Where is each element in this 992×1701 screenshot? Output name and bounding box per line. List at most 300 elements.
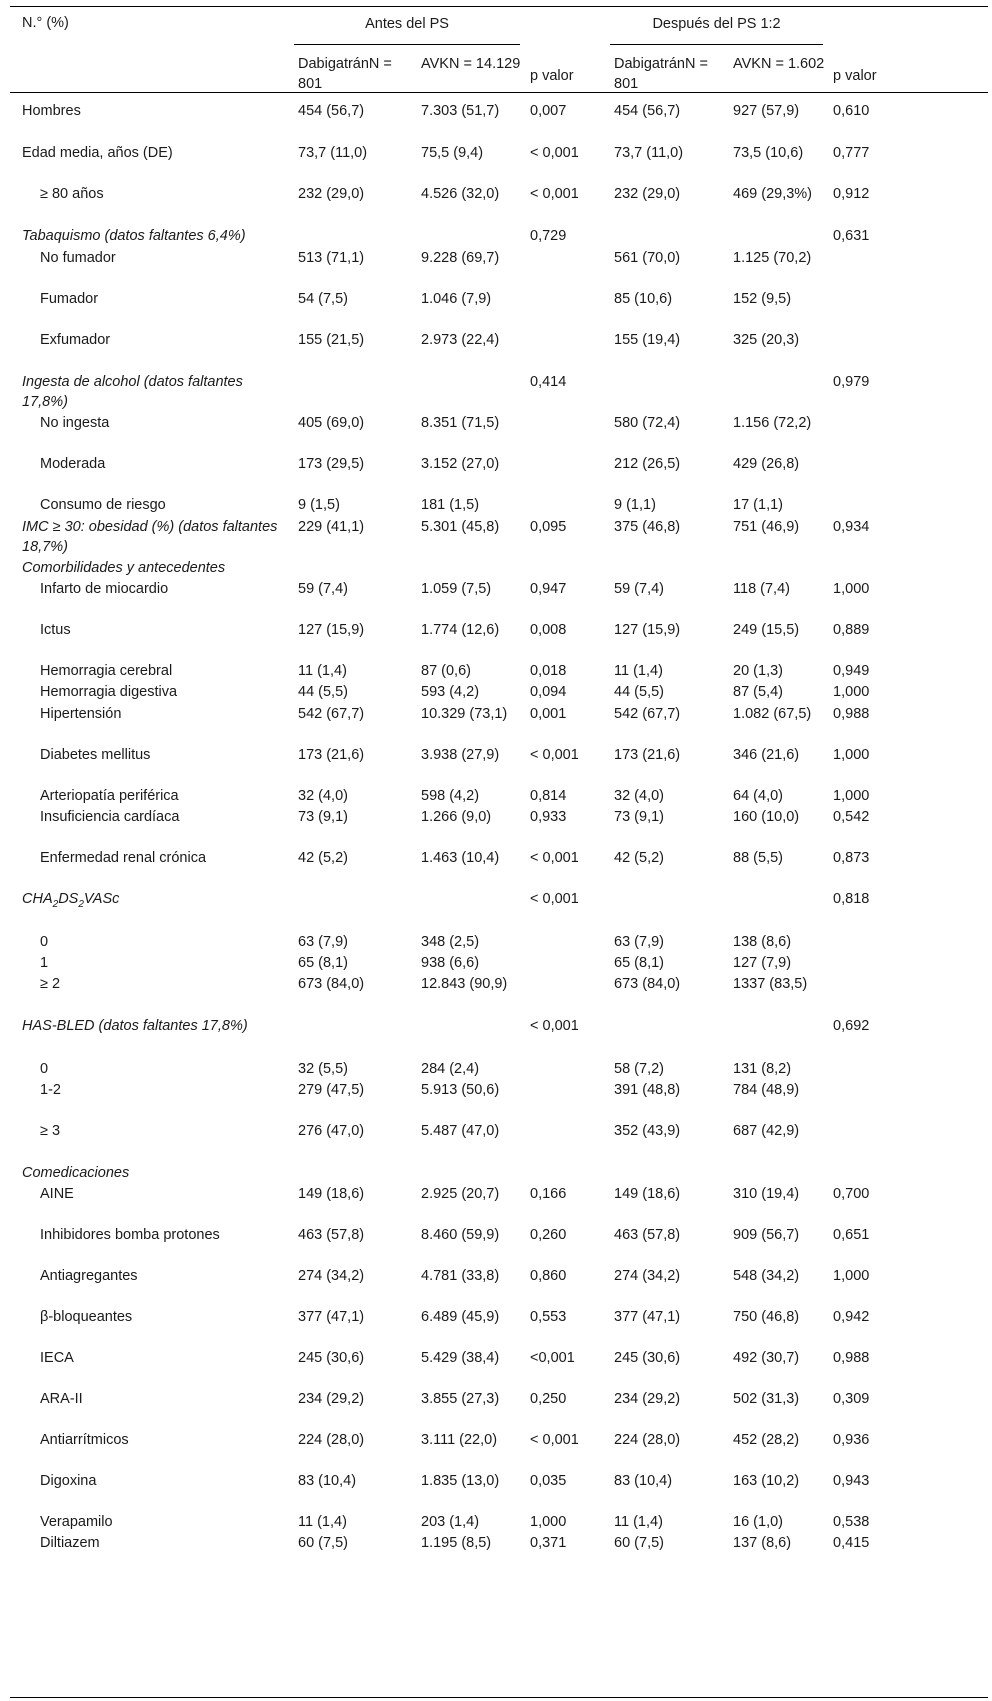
avkn-before: 284 (2,4) <box>421 1061 480 1077</box>
dabigatran-after: 274 (34,2) <box>614 1268 681 1284</box>
table-row <box>10 289 988 330</box>
p-value-after <box>829 1080 988 1121</box>
avkn-after: 927 (57,9) <box>733 103 800 119</box>
dabigatran-after <box>610 1163 729 1184</box>
table-row <box>10 1059 988 1080</box>
row-label: ARA-II <box>40 1391 83 1407</box>
dabigatran-before: 245 (30,6) <box>298 1350 365 1366</box>
avkn-before <box>417 1016 526 1059</box>
table-row <box>10 184 988 226</box>
dabigatran-before: 32 (4,0) <box>298 788 348 804</box>
row-label: ≥ 80 años <box>40 186 104 202</box>
row-label: IECA <box>40 1350 74 1366</box>
avkn-before: 7.303 (51,7) <box>421 103 500 119</box>
p-value-after: 0,631 <box>833 228 870 244</box>
row-label: Antiagregantes <box>40 1268 138 1284</box>
p-value-before: 0,008 <box>530 622 567 638</box>
dabigatran-after: 32 (4,0) <box>614 788 664 804</box>
table-row <box>10 848 988 889</box>
dabigatran-after: 58 (7,2) <box>614 1061 664 1077</box>
dabigatran-before <box>294 1016 417 1059</box>
p-value-after <box>829 248 988 289</box>
p-value-after: 0,651 <box>833 1227 870 1243</box>
dabigatran-before: 60 (7,5) <box>298 1535 348 1551</box>
avkn-after: 17 (1,1) <box>733 497 783 513</box>
row-label: 1 <box>40 955 49 971</box>
avkn-after: 310 (19,4) <box>733 1186 800 1202</box>
dabigatran-after: 463 (57,8) <box>614 1227 681 1243</box>
avkn-before: 203 (1,4) <box>421 1514 480 1530</box>
dabigatran-before <box>294 1163 417 1184</box>
table-row <box>10 1016 988 1059</box>
avkn-after: 138 (8,6) <box>733 934 792 950</box>
avkn-after <box>729 372 829 413</box>
p-value-before <box>526 454 610 495</box>
row-label: Exfumador <box>40 332 111 348</box>
dabigatran-after: 65 (8,1) <box>614 955 664 971</box>
avkn-before: 938 (6,6) <box>421 955 480 971</box>
avkn-before: 3.938 (27,9) <box>421 747 500 763</box>
p-value-before: 0,553 <box>530 1309 567 1325</box>
dabigatran-after: 234 (29,2) <box>614 1391 681 1407</box>
p-value-after: 1,000 <box>833 581 870 597</box>
row-label: No ingesta <box>40 415 110 431</box>
avkn-after: 1.082 (67,5) <box>733 706 812 722</box>
table-row <box>10 1184 988 1225</box>
dabigatran-after <box>610 372 729 413</box>
p-value-before: 0,814 <box>530 788 567 804</box>
avkn-after: 127 (7,9) <box>733 955 792 971</box>
avkn-before: 9.228 (69,7) <box>421 250 500 266</box>
dabigatran-before: 42 (5,2) <box>298 850 348 866</box>
p-value-after <box>829 454 988 495</box>
p-value-after: 0,988 <box>833 706 870 722</box>
avkn-after: 137 (8,6) <box>733 1535 792 1551</box>
p-value-after: 0,415 <box>833 1535 870 1551</box>
avkn-after: 429 (26,8) <box>733 456 800 472</box>
row-label: Arteriopatía periférica <box>40 788 179 804</box>
p-value-before: 0,018 <box>530 663 567 679</box>
dabigatran-before: 279 (47,5) <box>298 1082 365 1098</box>
avkn-after: 750 (46,8) <box>733 1309 800 1325</box>
avkn-after: 87 (5,4) <box>733 684 783 700</box>
avkn-before <box>417 226 526 248</box>
row-label: AINE <box>40 1186 74 1202</box>
dabigatran-after: 391 (48,8) <box>614 1082 681 1098</box>
dabigatran-before: 44 (5,5) <box>298 684 348 700</box>
table-row <box>10 1225 988 1266</box>
dabigatran-after: 377 (47,1) <box>614 1309 681 1325</box>
row-label: Inhibidores bomba protones <box>40 1227 220 1243</box>
avkn-after: 163 (10,2) <box>733 1473 800 1489</box>
p-value-before: 0,414 <box>530 374 567 390</box>
row-label: ≥ 2 <box>40 976 61 992</box>
p-value-before: < 0,001 <box>530 850 579 866</box>
row-label: ≥ 3 <box>40 1123 61 1139</box>
header-row-groups <box>10 6 988 51</box>
avkn-before: 6.489 (45,9) <box>421 1309 500 1325</box>
row-label: Hombres <box>22 103 81 119</box>
row-label: 1-2 <box>40 1082 61 1098</box>
avkn-after <box>729 558 829 579</box>
table-row <box>10 1430 988 1471</box>
row-label: Consumo de riesgo <box>40 497 166 513</box>
table-row <box>10 745 988 786</box>
dabigatran-before: 11 (1,4) <box>298 1514 347 1530</box>
table-row <box>10 1512 988 1533</box>
dabigatran-before: 276 (47,0) <box>298 1123 365 1139</box>
row-label: Enfermedad renal crónica <box>40 850 207 866</box>
p-value-after: 0,934 <box>833 519 870 535</box>
p-value-after: 1,000 <box>833 1268 870 1284</box>
avkn-before: 3.152 (27,0) <box>421 456 500 472</box>
avkn-before: 1.774 (12,6) <box>421 622 500 638</box>
table-row <box>10 517 988 558</box>
p-value-after: 0,889 <box>833 622 870 638</box>
avkn-after: 452 (28,2) <box>733 1432 800 1448</box>
avkn-before: 1.463 (10,4) <box>421 850 500 866</box>
dabigatran-after: 542 (67,7) <box>614 706 681 722</box>
dabigatran-before: 11 (1,4) <box>298 663 347 679</box>
avkn-before: 2.973 (22,4) <box>421 332 500 348</box>
p-value-before <box>526 558 610 579</box>
header-dabigatran-after: DabigatránN = 801 <box>614 56 708 92</box>
table-row <box>10 807 988 848</box>
dabigatran-after: 212 (26,5) <box>614 456 681 472</box>
p-value-before: 0,094 <box>530 684 567 700</box>
avkn-after: 1.125 (70,2) <box>733 250 812 266</box>
dabigatran-before: 127 (15,9) <box>298 622 365 638</box>
row-label: Digoxina <box>40 1473 97 1489</box>
p-value-after: 0,700 <box>833 1186 870 1202</box>
avkn-before: 3.111 (22,0) <box>421 1432 498 1448</box>
avkn-before: 348 (2,5) <box>421 934 480 950</box>
dabigatran-before <box>294 889 417 932</box>
dabigatran-after: 11 (1,4) <box>614 1514 663 1530</box>
table-row <box>10 682 988 704</box>
header-p-before: p valor <box>530 68 574 84</box>
row-label: Ingesta de alcohol (datos faltantes 17,8%) <box>22 374 243 410</box>
avkn-after: 20 (1,3) <box>733 663 783 679</box>
row-label: Moderada <box>40 456 106 472</box>
row-label: Comorbilidades y antecedentes <box>22 560 226 576</box>
row-label: Edad media, años (DE) <box>22 145 173 161</box>
p-value-after <box>829 1163 988 1184</box>
dabigatran-before: 673 (84,0) <box>298 976 365 992</box>
p-value-after <box>829 1059 988 1080</box>
dabigatran-before: 542 (67,7) <box>298 706 365 722</box>
row-label: HAS-BLED (datos faltantes 17,8%) <box>22 1018 248 1034</box>
avkn-after: 909 (56,7) <box>733 1227 800 1243</box>
p-value-after <box>829 495 988 517</box>
dabigatran-after: 44 (5,5) <box>614 684 664 700</box>
data-table <box>10 6 988 1574</box>
avkn-after: 73,5 (10,6) <box>733 145 804 161</box>
dabigatran-after: 63 (7,9) <box>614 934 664 950</box>
p-value-before: 0,947 <box>530 581 567 597</box>
table-row <box>10 248 988 289</box>
p-value-after: 0,777 <box>833 145 870 161</box>
dabigatran-after: 454 (56,7) <box>614 103 681 119</box>
avkn-after: 16 (1,0) <box>733 1514 783 1530</box>
p-value-before <box>526 330 610 372</box>
dabigatran-after: 224 (28,0) <box>614 1432 681 1448</box>
table-row <box>10 786 988 807</box>
dabigatran-before: 454 (56,7) <box>298 103 365 119</box>
table-row <box>10 889 988 932</box>
dabigatran-before <box>294 372 417 413</box>
avkn-before: 2.925 (20,7) <box>421 1186 500 1202</box>
p-value-after <box>829 558 988 579</box>
avkn-before: 8.460 (59,9) <box>421 1227 500 1243</box>
avkn-after: 64 (4,0) <box>733 788 783 804</box>
dabigatran-before: 73,7 (11,0) <box>298 145 368 161</box>
avkn-after: 687 (42,9) <box>733 1123 800 1139</box>
dabigatran-before: 405 (69,0) <box>298 415 365 431</box>
table-row <box>10 953 988 974</box>
row-label: No fumador <box>40 250 116 266</box>
dabigatran-after: 60 (7,5) <box>614 1535 664 1551</box>
header-row-label: N.° (%) <box>22 15 69 31</box>
p-value-before <box>526 495 610 517</box>
p-value-after: 0,692 <box>833 1018 870 1034</box>
p-value-before: 0,095 <box>530 519 567 535</box>
avkn-after: 784 (48,9) <box>733 1082 800 1098</box>
dabigatran-before: 63 (7,9) <box>298 934 348 950</box>
p-value-after: 1,000 <box>833 747 870 763</box>
p-value-before: 0,007 <box>530 103 567 119</box>
header-dabigatran-before: DabigatránN = 801 <box>298 56 392 92</box>
p-value-before <box>526 289 610 330</box>
avkn-before: 1.266 (9,0) <box>421 809 492 825</box>
p-value-after: 0,949 <box>833 663 870 679</box>
p-value-after: 0,873 <box>833 850 870 866</box>
row-label: 0 <box>40 1061 49 1077</box>
row-label: Comedicaciones <box>22 1165 130 1181</box>
table-row <box>10 1080 988 1121</box>
table-row <box>10 1266 988 1307</box>
dabigatran-after: 155 (19,4) <box>614 332 681 348</box>
header-avkn-after: AVKN = 1.602 <box>733 56 825 72</box>
row-label: Verapamilo <box>40 1514 113 1530</box>
dabigatran-before: 234 (29,2) <box>298 1391 365 1407</box>
dabigatran-before: 9 (1,5) <box>298 497 340 513</box>
dabigatran-before: 232 (29,0) <box>298 186 365 202</box>
avkn-after <box>729 1163 829 1184</box>
avkn-after: 88 (5,5) <box>733 850 783 866</box>
avkn-after: 160 (10,0) <box>733 809 800 825</box>
dabigatran-after: 580 (72,4) <box>614 415 681 431</box>
table-row <box>10 413 988 454</box>
dabigatran-before: 463 (57,8) <box>298 1227 365 1243</box>
row-label: IMC ≥ 30: obesidad (%) (datos faltantes 18,7%) <box>22 519 278 555</box>
avkn-before: 12.843 (90,9) <box>421 976 508 992</box>
avkn-after: 492 (30,7) <box>733 1350 800 1366</box>
table-row <box>10 620 988 661</box>
table-row <box>10 704 988 745</box>
dabigatran-after: 11 (1,4) <box>614 663 663 679</box>
avkn-after: 131 (8,2) <box>733 1061 792 1077</box>
dabigatran-after: 59 (7,4) <box>614 581 664 597</box>
p-value-before: 0,860 <box>530 1268 567 1284</box>
p-value-after: 0,538 <box>833 1514 870 1530</box>
table-row <box>10 101 988 143</box>
table-row <box>10 1163 988 1184</box>
dabigatran-before: 32 (5,5) <box>298 1061 348 1077</box>
avkn-after: 249 (15,5) <box>733 622 800 638</box>
header-group-after: Después del PS 1:2 <box>610 6 829 51</box>
dabigatran-after: 561 (70,0) <box>614 250 681 266</box>
avkn-before: 593 (4,2) <box>421 684 480 700</box>
dabigatran-after <box>610 558 729 579</box>
dabigatran-before: 155 (21,5) <box>298 332 365 348</box>
table-body <box>10 101 988 1574</box>
table-row <box>10 372 988 413</box>
row-label: Hipertensión <box>40 706 122 722</box>
row-label: Antiarrítmicos <box>40 1432 129 1448</box>
avkn-after <box>729 889 829 932</box>
dabigatran-before: 173 (21,6) <box>298 747 365 763</box>
p-value-after <box>829 974 988 1016</box>
header-avkn-before: AVKN = 14.129 <box>421 56 521 72</box>
dabigatran-before <box>294 558 417 579</box>
avkn-before <box>417 372 526 413</box>
table-row <box>10 454 988 495</box>
avkn-before: 1.046 (7,9) <box>421 291 492 307</box>
p-value-after <box>829 953 988 974</box>
p-value-after: 0,943 <box>833 1473 870 1489</box>
p-value-before <box>526 974 610 1016</box>
dabigatran-after: 73,7 (11,0) <box>614 145 684 161</box>
avkn-after: 346 (21,6) <box>733 747 800 763</box>
avkn-after <box>729 1016 829 1059</box>
table-row <box>10 974 988 1016</box>
p-value-before: 0,035 <box>530 1473 567 1489</box>
header-row-columns <box>10 51 988 101</box>
p-value-before: < 0,001 <box>530 186 579 202</box>
avkn-before: 1.835 (13,0) <box>421 1473 500 1489</box>
row-label: 0 <box>40 934 49 950</box>
avkn-before <box>417 889 526 932</box>
dabigatran-after: 149 (18,6) <box>614 1186 681 1202</box>
avkn-before: 181 (1,5) <box>421 497 480 513</box>
table-row <box>10 330 988 372</box>
dabigatran-after: 42 (5,2) <box>614 850 664 866</box>
dabigatran-after: 173 (21,6) <box>614 747 681 763</box>
table-row <box>10 495 988 517</box>
avkn-after: 469 (29,3%) <box>733 186 813 202</box>
header-p-after: p valor <box>833 68 877 84</box>
dabigatran-before: 274 (34,2) <box>298 1268 365 1284</box>
avkn-before: 87 (0,6) <box>421 663 471 679</box>
table-row <box>10 226 988 248</box>
dabigatran-before: 73 (9,1) <box>298 809 348 825</box>
avkn-before: 4.781 (33,8) <box>421 1268 500 1284</box>
p-value-after <box>829 330 988 372</box>
avkn-after: 548 (34,2) <box>733 1268 800 1284</box>
p-value-before <box>526 1059 610 1080</box>
p-value-after: 0,610 <box>833 103 870 119</box>
p-value-after <box>829 413 988 454</box>
dabigatran-after: 375 (46,8) <box>614 519 681 535</box>
dabigatran-after <box>610 889 729 932</box>
row-label: Fumador <box>40 291 99 307</box>
avkn-before: 5.301 (45,8) <box>421 519 500 535</box>
bottom-rule <box>10 1697 988 1698</box>
dabigatran-after: 73 (9,1) <box>614 809 664 825</box>
row-label: β-bloqueantes <box>40 1309 133 1325</box>
p-value-after: 0,542 <box>833 809 870 825</box>
dabigatran-before: 65 (8,1) <box>298 955 348 971</box>
dabigatran-after <box>610 226 729 248</box>
p-value-before <box>526 932 610 953</box>
dabigatran-after: 85 (10,6) <box>614 291 673 307</box>
p-value-before: < 0,001 <box>530 891 579 907</box>
p-value-before: 0,260 <box>530 1227 567 1243</box>
p-value-after: 0,979 <box>833 374 870 390</box>
avkn-before: 8.351 (71,5) <box>421 415 500 431</box>
table-row <box>10 1533 988 1574</box>
dabigatran-before: 513 (71,1) <box>298 250 365 266</box>
dabigatran-before: 54 (7,5) <box>298 291 348 307</box>
dabigatran-after: 127 (15,9) <box>614 622 681 638</box>
p-value-before <box>526 1121 610 1163</box>
dabigatran-after: 232 (29,0) <box>614 186 681 202</box>
p-value-before: 0,729 <box>530 228 567 244</box>
dabigatran-after: 83 (10,4) <box>614 1473 673 1489</box>
avkn-before <box>417 1163 526 1184</box>
p-value-after: 1,000 <box>833 788 870 804</box>
p-value-before <box>526 1163 610 1184</box>
dabigatran-before: 229 (41,1) <box>298 519 365 535</box>
avkn-before: 5.487 (47,0) <box>421 1123 500 1139</box>
row-label: Diabetes mellitus <box>40 747 151 763</box>
p-value-before: 1,000 <box>530 1514 567 1530</box>
table-row <box>10 143 988 184</box>
avkn-before: 5.429 (38,4) <box>421 1350 500 1366</box>
dabigatran-before: 377 (47,1) <box>298 1309 365 1325</box>
row-label: Diltiazem <box>40 1535 100 1551</box>
p-value-before: <0,001 <box>530 1350 575 1366</box>
p-value-after <box>829 932 988 953</box>
p-value-before: < 0,001 <box>530 747 579 763</box>
p-value-before <box>526 953 610 974</box>
avkn-after: 1337 (83,5) <box>733 976 808 992</box>
row-label: Infarto de miocardio <box>40 581 169 597</box>
row-label: $CHA_2DS_2VASc$ <box>22 891 120 910</box>
p-value-after: 1,000 <box>833 684 870 700</box>
avkn-before <box>417 558 526 579</box>
avkn-before: 1.059 (7,5) <box>421 581 492 597</box>
avkn-after: 1.156 (72,2) <box>733 415 812 431</box>
p-value-after: 0,988 <box>833 1350 870 1366</box>
p-value-before: < 0,001 <box>530 1432 579 1448</box>
p-value-before: 0,166 <box>530 1186 567 1202</box>
dabigatran-before <box>294 226 417 248</box>
p-value-after: 0,818 <box>833 891 870 907</box>
avkn-after: 502 (31,3) <box>733 1391 800 1407</box>
p-value-before <box>526 1080 610 1121</box>
dabigatran-before: 59 (7,4) <box>298 581 348 597</box>
dabigatran-after <box>610 1016 729 1059</box>
table-row <box>10 932 988 953</box>
avkn-after: 118 (7,4) <box>733 581 790 597</box>
p-value-after: 0,936 <box>833 1432 870 1448</box>
row-label: Insuficiencia cardíaca <box>40 809 180 825</box>
row-label: Ictus <box>40 622 71 638</box>
row-label: Hemorragia digestiva <box>40 684 178 700</box>
table-row <box>10 579 988 620</box>
